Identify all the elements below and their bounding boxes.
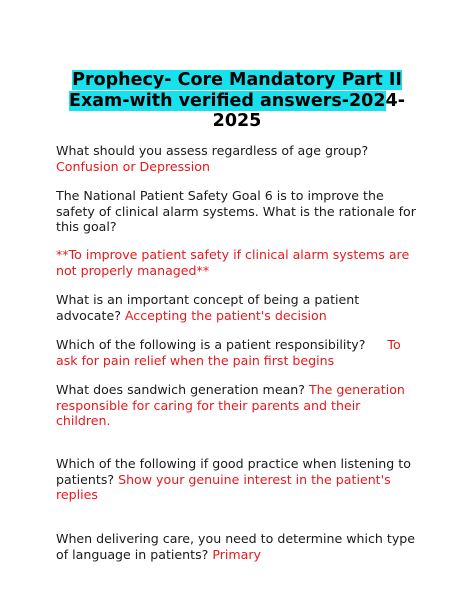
- qa-answer-2: [56, 247, 418, 278]
- qa-item-5: [56, 382, 418, 429]
- answer-text: The generation responsible for caring for their parents and their children.: [56, 382, 405, 429]
- question-text: Which of the following if good practice when listening to patients?: [56, 456, 411, 487]
- question-text: Which of the following is a patient responsibility?: [56, 337, 366, 352]
- qa-item-4: [56, 337, 418, 368]
- question-text: What does sandwich generation mean?: [56, 382, 305, 397]
- answer-text: To ask for pain relief when the pain first begins: [56, 337, 401, 368]
- title-line-3: 2025: [212, 111, 262, 131]
- question-text: When delivering care, you need to determine which type of language in patients?: [56, 531, 416, 562]
- answer-text: **To improve patient safety if clinical alarm systems are not properly managed**: [56, 247, 410, 278]
- document-title: [56, 70, 418, 132]
- answer-text: Accepting the patient's decision: [124, 307, 327, 323]
- qa-item-1: [56, 143, 418, 174]
- title-line-2: Exam-with verified answers-2024-: [68, 90, 405, 111]
- qa-item-2: [56, 188, 418, 235]
- answer-text: Show your genuine interest in the patient's replies: [56, 471, 391, 503]
- title-line-1: Prophecy- Core Mandatory Part II: [72, 70, 402, 90]
- qa-item-3: [56, 292, 418, 323]
- answer-text: Confusion or Depression: [56, 158, 210, 174]
- question-text: What is an important concept of being a patient advocate?: [56, 292, 360, 323]
- qa-item-6: [56, 456, 418, 503]
- question-text: What should you assess regardless of age group?: [56, 143, 369, 158]
- answer-text: Primary: [212, 546, 262, 562]
- qa-item-7: [56, 531, 418, 562]
- question-text: The National Patient Safety Goal 6 is to improve the safety of clinical alarm systems. What is the rationale for this goal?: [56, 188, 416, 235]
